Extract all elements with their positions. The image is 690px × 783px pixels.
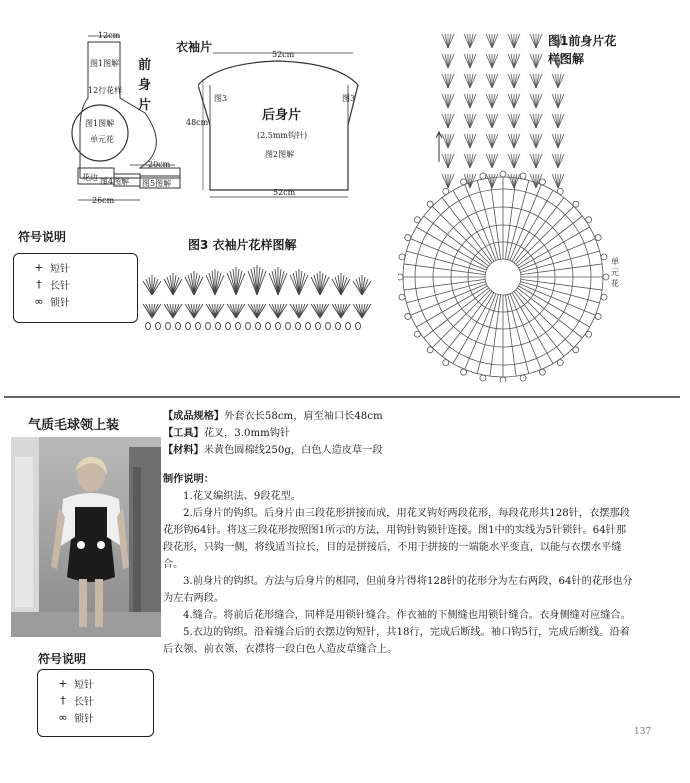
- legend-label: 短针: [74, 680, 94, 691]
- legend-label: 锁针: [74, 714, 94, 725]
- article-title: 气质毛球领上装: [28, 418, 120, 433]
- fig3-stitch-diagram: [140, 250, 375, 335]
- fig1-title: 图1前身片花样图解: [548, 34, 617, 66]
- rows12-label: 12行花样: [88, 86, 123, 95]
- legend-bottom-box: [37, 669, 154, 737]
- legend-symbol: †: [60, 694, 66, 707]
- dim-52cm-top: 52cm: [272, 50, 295, 59]
- legend-label: 锁针: [50, 298, 70, 309]
- dim-26cm: 26cm: [92, 196, 115, 205]
- legend-label: 长针: [50, 281, 70, 292]
- fig3-title: 图3 衣袖片花样图解: [188, 238, 297, 252]
- legend-symbol: +: [34, 261, 44, 274]
- dim-20cm: 20cm: [148, 160, 171, 169]
- legend-symbol: ∞: [34, 295, 44, 308]
- hem-label: 花边: [82, 173, 98, 182]
- front-piece-title: 前身片: [138, 58, 152, 113]
- legend-bottom-row: [52, 709, 153, 726]
- step: 3.前身片的钩织。方法与后身片的相同，但前身片得将128针的花形分为左右两段，64针的花形也分为左右两段。: [163, 576, 633, 604]
- fig1-label: 图1图解: [90, 59, 120, 68]
- legend-symbol: ∞: [58, 711, 68, 724]
- needle-label: (2.5mm钩针): [257, 131, 308, 140]
- step: 4.缝合。将前后花形缝合，同样是用锁针缝合。作衣袖的下侧缝也用锁针缝合。衣身侧缝对应缝合。: [183, 610, 631, 621]
- fig1-motif-label: 图1图解: [85, 119, 115, 128]
- fig2-label: 图2图解: [265, 150, 295, 159]
- spec-value: 外套衣长58cm，肩至袖口长48cm: [224, 411, 383, 422]
- back-piece-title: 后身片: [262, 108, 302, 123]
- legend-bottom-row: [52, 692, 153, 709]
- fig3-left-label: 图3: [214, 94, 228, 103]
- legend-symbol: †: [36, 278, 42, 291]
- legend-top-box: [13, 253, 138, 323]
- model-photo: [11, 437, 161, 637]
- legend-symbol: +: [58, 677, 68, 690]
- motif-label: 单元花: [90, 135, 114, 144]
- spec-line: [163, 425, 635, 442]
- step: 1.花叉编织法、9段花型。: [183, 491, 302, 502]
- spec-key: 【成品规格】: [163, 411, 225, 422]
- legend-bottom-row: [52, 675, 153, 692]
- dim-48cm: 48cm: [186, 118, 209, 127]
- legend-label: 短针: [50, 264, 70, 275]
- legend-bottom-title: 符号说明: [38, 652, 87, 666]
- dim-12cm: 12cm: [98, 31, 121, 40]
- dim-52cm-bottom: 52cm: [273, 188, 296, 197]
- spec-value: 花叉，3.0mm钩针: [203, 428, 291, 439]
- spec-value: 米黄色圆棉线250g，白色人造皮草一段: [203, 445, 383, 456]
- instructions-title: 制作说明：: [163, 474, 214, 485]
- article-text: [163, 408, 635, 658]
- legend-label: 长针: [74, 697, 94, 708]
- spec-key: 【工具】: [163, 428, 204, 439]
- section-divider: [4, 396, 680, 398]
- step: 2.后身片的钩织。后身片由三段花形拼接而成，用花叉钩好两段花形，每段花形共128针，衣摆那段花形钩64针。将这三段花形按照图1所示的方法，用钩针钩锁针连接。图1中的实线为5针锁针。64针那段花形，只钩一侧，将线适当拉长，目的是拼接后，不用于拼接的一端能水平变直，以能与衣摆水平缝合。: [163, 508, 630, 570]
- single-motif-label: 单元花: [611, 257, 619, 288]
- legend-top-row: [28, 259, 137, 276]
- legend-top-title: 符号说明: [18, 230, 67, 244]
- spec-line: [163, 408, 635, 425]
- fig5-label: 图5图解: [142, 179, 172, 188]
- fig1-stitch-chart: [398, 22, 618, 382]
- page-number: 137: [634, 727, 652, 737]
- back-piece-schematic: [198, 45, 373, 205]
- sleeve-piece-title: 衣袖片: [176, 40, 213, 54]
- spec-key: 【材料】: [163, 445, 204, 456]
- spec-line: [163, 442, 635, 459]
- step: 5.衣边的钩织。沿着缝合后的衣摆边钩短针，共18行，完成后断线。袖口钩5行，完成后断线。沿着后衣领、前衣领、衣襟将一段白色人造皮草缝合上。: [163, 627, 630, 655]
- fig3-right-label: 图3: [342, 94, 356, 103]
- legend-top-row: [28, 276, 137, 293]
- fig4-label: 图4图解: [100, 177, 130, 186]
- legend-top-row: [28, 293, 137, 310]
